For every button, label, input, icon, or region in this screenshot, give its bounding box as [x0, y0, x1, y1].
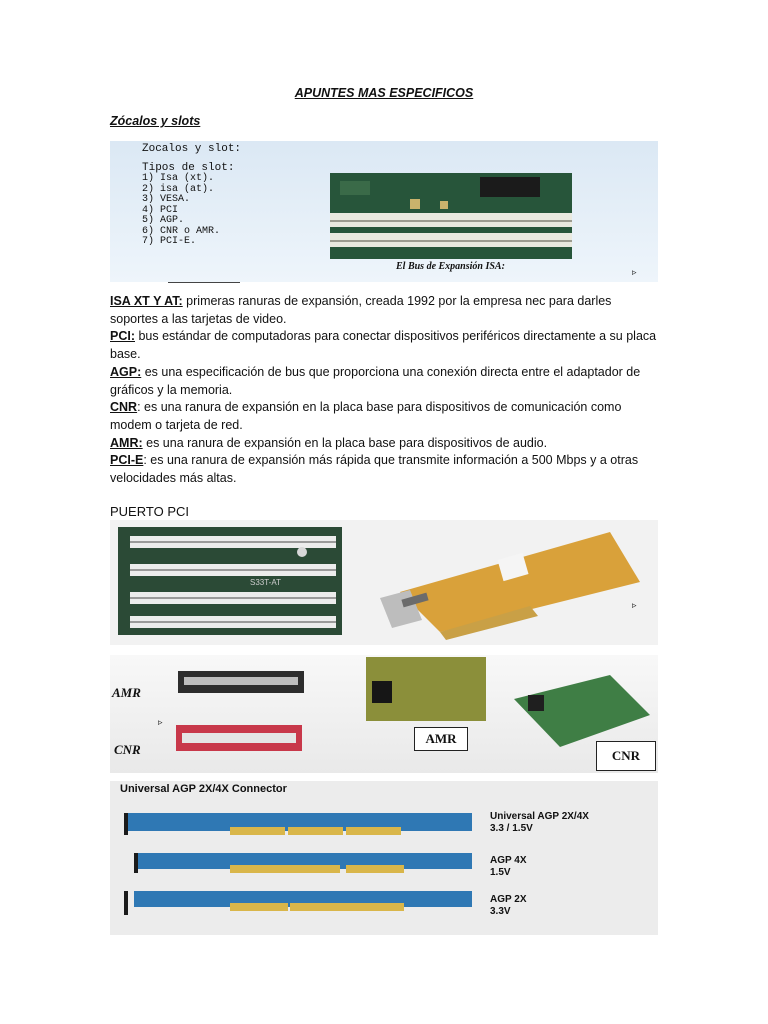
- definition-agp: AGP: es una especificación de bus que proporciona una conexión directa entre el adaptador de gráficos y la memoria.: [110, 364, 641, 397]
- agp-connector-4x: [134, 853, 472, 873]
- amr-cnr-drawing: [110, 655, 658, 773]
- amr-label: AMR: [112, 685, 141, 700]
- isa-board-photo: [330, 173, 572, 259]
- page-title: APUNTES MAS ESPECIFICOS: [294, 86, 474, 100]
- pci-heading: PUERTO PCI: [110, 504, 189, 519]
- agp-connector-universal: [124, 813, 472, 835]
- pci-drawing: [110, 520, 658, 645]
- definition-isa: ISA XT Y AT: primeras ranuras de expansión, creada 1992 por la empresa nec para darles soportes a las tarjetas de video.: [110, 294, 612, 326]
- slot-type-item: 2) isa (at).: [142, 183, 215, 195]
- slot-image-heading: Zocalos y slot:: [142, 143, 242, 155]
- agp-connector-label: Universal AGP 2X/4X 3.3 / 1.5V: [490, 811, 589, 834]
- agp-connector-label: AGP 4X 1.5V: [490, 855, 527, 878]
- slot-type-item: 7) PCI-E.: [142, 236, 197, 247]
- cursor-icon: ▹: [158, 717, 163, 727]
- definitions-block: [110, 293, 662, 488]
- isa-board-drawing: [330, 173, 572, 259]
- definition-amr: AMR: es una ranura de expansión en la placa base para dispositivos de audio.: [110, 435, 548, 450]
- slot-type-item: 5) AGP.: [142, 215, 185, 226]
- isa-caption: El Bus de Expansión ISA:: [396, 261, 505, 272]
- definition-pcie: PCI-E: es una ranura de expansión más rápida que transmite información a 500 Mbps y a otras velocidades más altas.: [110, 453, 639, 486]
- slot-type-list: [142, 174, 220, 248]
- slot-type-item: 6) CNR o AMR.: [142, 225, 221, 237]
- cnr-label: CNR: [114, 742, 141, 757]
- pci-image: [110, 520, 658, 645]
- slot-types-image: [110, 141, 658, 282]
- slot-type-item: 1) Isa (xt).: [142, 173, 215, 184]
- agp-image: [110, 781, 658, 935]
- agp-connector-label: AGP 2X 3.3V: [490, 894, 527, 917]
- cursor-icon: ▹: [632, 600, 637, 610]
- definition-cnr: CNR: es una ranura de expansión en la placa base para dispositivos de comunicación como modem o tarjeta de red.: [110, 400, 622, 432]
- amr-cnr-image: [110, 655, 658, 773]
- slot-type-item: 4) PCI: [142, 204, 179, 216]
- amr-box-label: AMR: [414, 727, 468, 751]
- agp-title: Universal AGP 2X/4X Connector: [120, 783, 287, 795]
- section-subtitle: Zócalos y slots: [110, 114, 201, 128]
- slot-type-item: 3) VESA.: [142, 194, 191, 205]
- definition-pci: PCI: bus estándar de computadoras para conectar dispositivos periféricos directamente a su placa base.: [110, 329, 657, 362]
- cnr-box-label: CNR: [596, 741, 656, 771]
- agp-connectors-drawing: [110, 781, 658, 935]
- divider: [168, 282, 240, 283]
- slot-image-list-title: Tipos de slot:: [142, 162, 235, 174]
- agp-connector-2x: [124, 891, 472, 915]
- cursor-icon: ▹: [632, 267, 637, 277]
- pci-board-label: S33T-AT: [250, 578, 281, 587]
